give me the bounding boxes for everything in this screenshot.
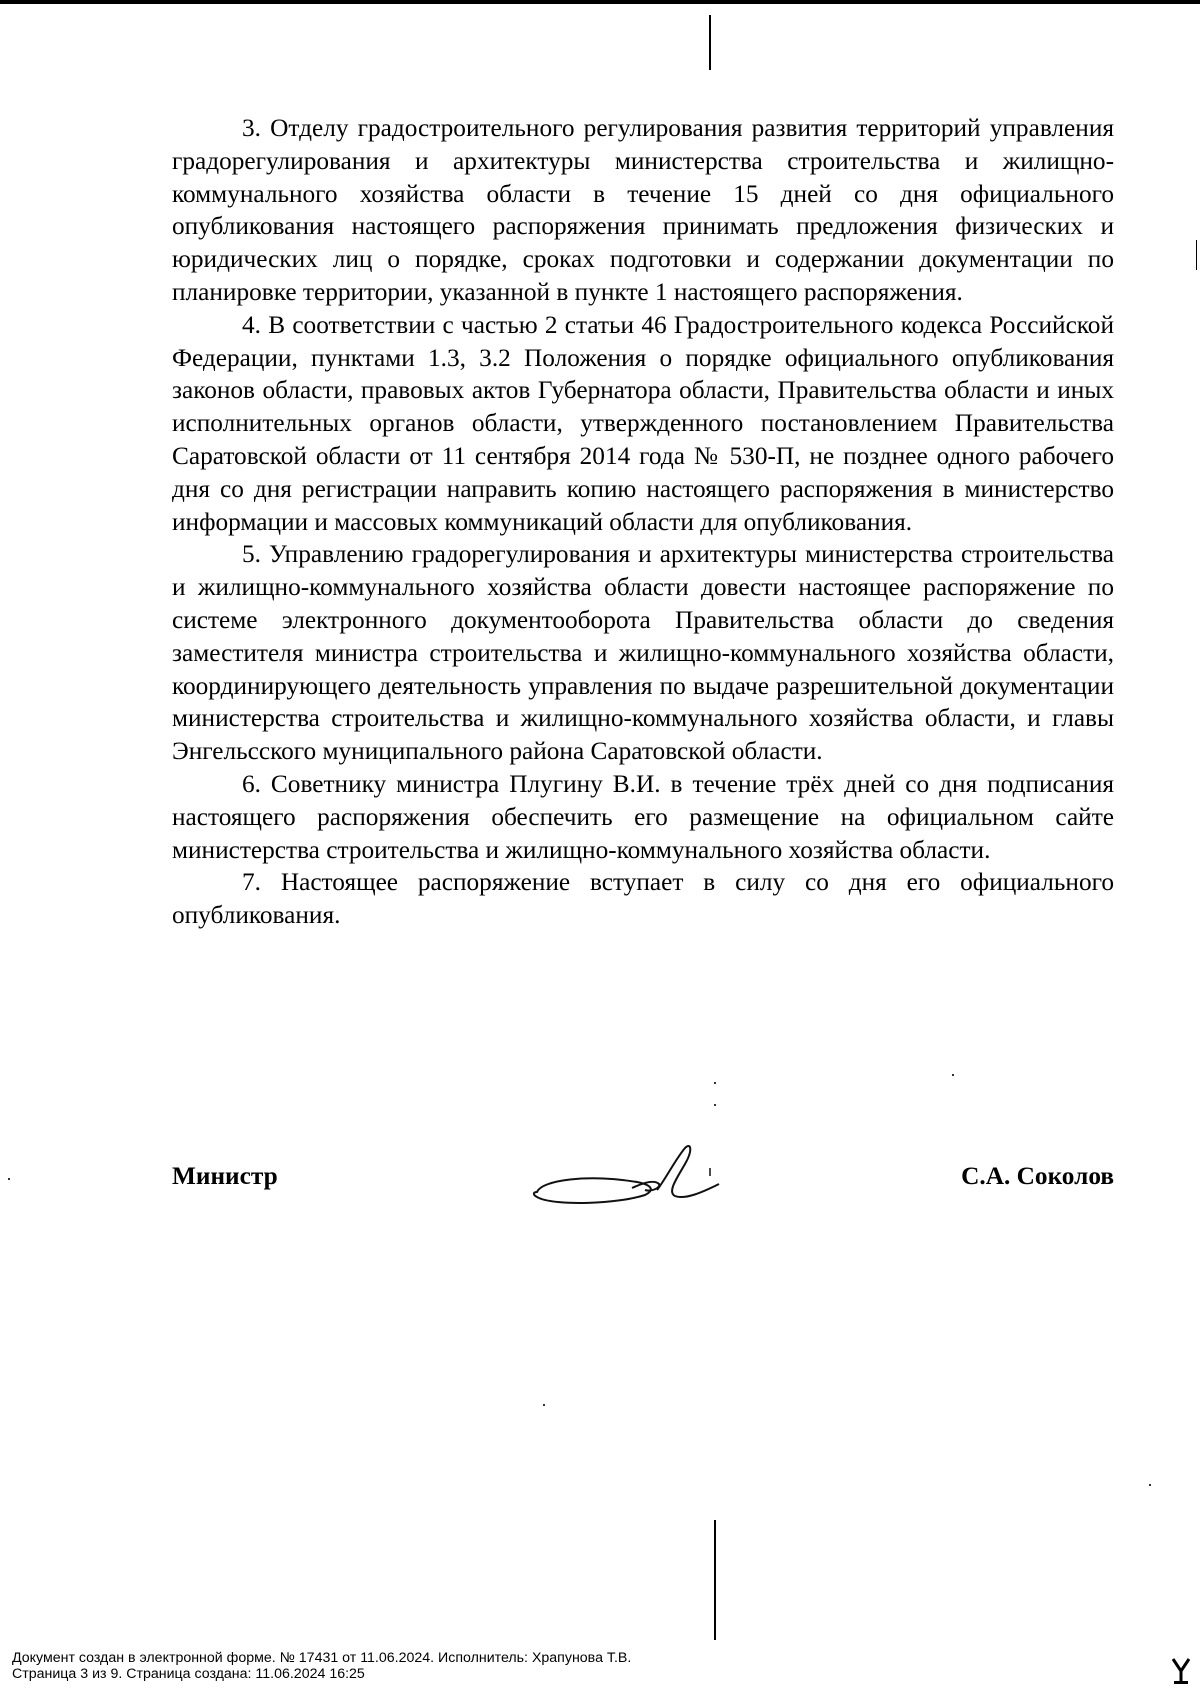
- scan-dot: [543, 1404, 545, 1406]
- footer-document-info: Документ создан в электронной форме. № 17431 от 11.06.2024. Исполнитель: Храпунова Т.В.: [12, 1650, 632, 1666]
- scan-dot: [714, 1082, 716, 1084]
- page-top-border: [0, 0, 1200, 4]
- scan-dot: [8, 1178, 10, 1180]
- paragraph-4: 4. В соответствии с частью 2 статьи 46 Градостроительного кодекса Российской Федерации, пунктами 1.3, 3.2 Положения о порядке официального опубликования законов области, правовых актов Губернатора области, Правительства области и иных исполнительных органов области, утвержденного постановлением Правительства Саратовской области от 11 сентября 2014 года № 530-П, не позднее одного рабочего дня со дня регистрации направить копию настоящего распоряжения в министерство информации и массовых коммуникаций области для опубликования.: [172, 310, 1114, 536]
- scan-edge-mark: [1196, 240, 1197, 270]
- paragraph-6: 6. Советнику министра Плугину В.И. в течение трёх дней со дня подписания настоящего распоряжения обеспечить его размещение на официальном сайте министерства строительства и жилищно-коммунального хозяйства области.: [172, 769, 1114, 864]
- handwritten-signature-image: [527, 1140, 727, 1210]
- paragraph-7: 7. Настоящее распоряжение вступает в силу со дня его официального опубликования.: [172, 868, 1114, 930]
- scan-fold-line-bottom: [714, 1520, 716, 1640]
- signatory-name: С.А. Соколов: [961, 1162, 1114, 1190]
- scan-fold-line-top: [709, 15, 711, 70]
- paragraph-3: 3. Отделу градостроительного регулирования развития территорий управления градорегулирования и архитектуры министерства строительства и жилищно-коммунального хозяйства области в течение 15 дней со дня официального опубликования настоящего распоряжения принимать предложения физических и юридических лиц о порядке, сроках подготовки и содержании документации по планировке территории, указанной в пункте 1 настоящего распоряжения.: [172, 114, 1114, 306]
- footer-page-info: Страница 3 из 9. Страница создана: 11.06.2024 16:25: [12, 1666, 365, 1682]
- document-system-logo-icon: [1170, 1655, 1192, 1687]
- scan-dot: [714, 1104, 716, 1106]
- electronic-document-footer: [12, 1650, 631, 1682]
- signatory-position: Министр: [172, 1162, 278, 1190]
- scan-dot: [1149, 1484, 1151, 1486]
- scan-dot: [952, 1074, 954, 1076]
- signature-block: [172, 1155, 1114, 1215]
- document-body: [172, 112, 1114, 932]
- paragraph-5: 5. Управлению градорегулирования и архитектуры министерства строительства и жилищно-коммунального хозяйства области довести настоящее распоряжение по системе электронного документооборота Правительства области до сведения заместителя министра строительства и жилищно-коммунального хозяйства области, координирующего деятельность управления по выдаче разрешительной документации министерства строительства и жилищно-коммунального хозяйства области, и главы Энгельсского муниципального района Саратовской области.: [172, 540, 1114, 766]
